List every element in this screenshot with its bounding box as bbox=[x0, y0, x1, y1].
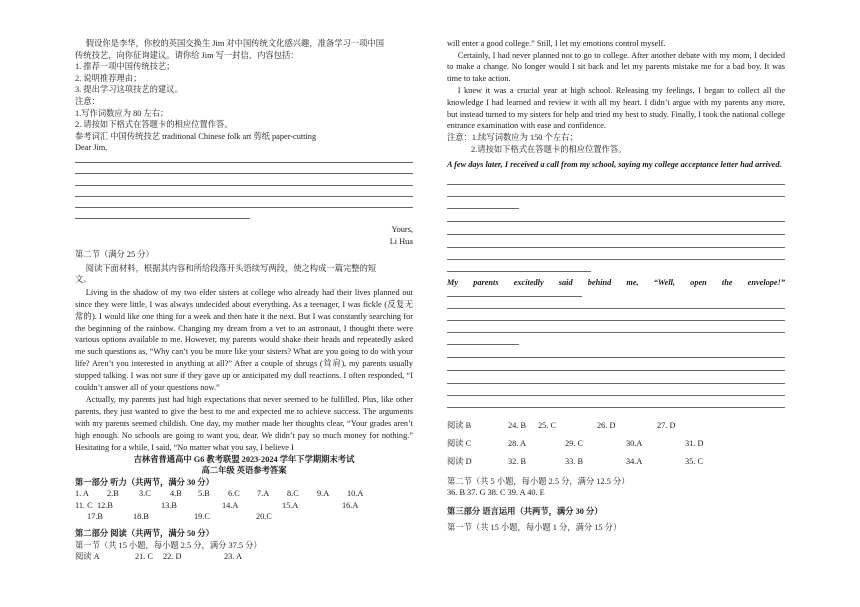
reading-d-answers bbox=[447, 454, 785, 470]
point-3: 3. 提出学习这项技艺的建议。 bbox=[75, 85, 183, 95]
closing: Yours, bbox=[391, 225, 413, 235]
reading-b-answers bbox=[447, 418, 785, 434]
writing-lines-1 bbox=[447, 175, 785, 274]
answer-cell: 7.A bbox=[257, 489, 270, 499]
part2-section2: 第二节（共 5 小题，每小题 2.5 分，满分 12.5 分） bbox=[447, 476, 630, 486]
answer-cell: 4.B bbox=[170, 489, 182, 499]
section2-answers: 36. B 37. G 38. C 39. A 40. E bbox=[447, 488, 545, 498]
intro-line-2: 传统技艺，向你征询建议。请你给 Jim 写一封信，内容包括： bbox=[75, 50, 299, 60]
answer-cell: 22. D bbox=[163, 552, 182, 562]
paragraph-prompt-1: A few days later, I received a call from my school, saying my college acceptance letter had arrived. bbox=[447, 160, 782, 170]
answer-cell: 18.B bbox=[133, 511, 149, 521]
note-title: 注意： bbox=[75, 96, 100, 106]
reading-label: 阅读 D bbox=[447, 456, 472, 466]
answer-cell: 30.A bbox=[626, 438, 643, 448]
answer-cell: 26. D bbox=[597, 420, 616, 430]
section2-instruction: 阅读下面材料，根据其内容和所给段落开头语续写两段，使之构成一篇完整的短 bbox=[85, 263, 377, 273]
answer-cell: 25. C bbox=[538, 420, 556, 430]
answer-cell: 9.A bbox=[317, 489, 330, 499]
answer-key-school: 吉林省普通高中 G6 教考联盟 2023-2024 学年下学期期末考试 bbox=[133, 454, 355, 464]
point-1: 1. 推荐一项中国传统技艺； bbox=[75, 62, 175, 72]
answer-cell: 3.C bbox=[139, 489, 151, 499]
answer-cell: 24. B bbox=[508, 420, 526, 430]
answer-cell: 21. C bbox=[135, 552, 153, 562]
right-column bbox=[447, 38, 785, 534]
reading-c-answers bbox=[447, 436, 785, 452]
answer-cell: 19.C bbox=[194, 511, 210, 521]
paragraph-prompt-2: My parents excitedly said behind me, “Well, open the envelope!” bbox=[447, 277, 785, 287]
answer-cell: 13.B bbox=[161, 500, 177, 510]
note-2: 2. 请按如下格式在答题卡的相应位置作答。 bbox=[75, 120, 233, 130]
answer-cell: 29. C bbox=[565, 438, 583, 448]
letter-writing-lines bbox=[75, 154, 413, 221]
note-1: 1.写作词数应为 80 左右； bbox=[75, 108, 169, 118]
signature: Li Hua bbox=[389, 237, 413, 247]
answer-key-title: 高二年级 英语参考答案 bbox=[201, 466, 287, 476]
answer-cell: 15.A bbox=[282, 500, 299, 510]
answer-cell: 33. B bbox=[565, 456, 583, 466]
answer-cell: 20.C bbox=[256, 511, 272, 521]
answer-cell: 34.A bbox=[626, 456, 643, 466]
answer-cell: 11. C bbox=[75, 500, 93, 510]
continuation-note-2: 2.请按如下格式在答题卡的相应位置作答。 bbox=[471, 144, 627, 154]
story-paragraph-1: Living in the shadow of my two elder sisters at college who already had their lives planned out since they were little, I was always undecided about everything. As a teenager, I was fickle (反复无常的). I would like one thing for a week and then hate it the next. But I was constantly searching for the beginning of the rainbow. Changing my dream from a vet to an astronaut, I thought there were various options available to me. However, my parents would shake their heads and repeatedly asked me such questions as, “Why can’t you be more like your sisters? What are you going to do with your life? Aren’t you interested in anything at all?” After a couple of shrugs (耸肩), my parents usually stopped talking. I was not sure if they gave up or anticipated my dull reactions. I often responded, “I couldn’t answer all of your questions now.” bbox=[75, 287, 413, 393]
answer-cell: 17.B bbox=[87, 511, 103, 521]
answer-cell: 10.A bbox=[347, 489, 364, 499]
answer-cell: 23. A bbox=[224, 552, 242, 562]
reading-answers bbox=[447, 418, 785, 470]
part2-title: 第二部分 阅读（共两节，满分 50 分） bbox=[75, 528, 214, 538]
continuation-note-1: 注意：1.续写词数应为 150 个左右； bbox=[447, 133, 578, 143]
listening-row-1 bbox=[75, 488, 413, 499]
reading-label: 阅读 C bbox=[447, 438, 472, 448]
answer-cell: 14.A bbox=[222, 500, 239, 510]
story-paragraph-4: I knew it was a crucial year at high school. Releasing my feelings, I began to collect all the knowledge I had learned and review it with all my heart. I didn’t argue with my parents any more, but instead turned to my sisters for help and tried my best to study. Finally, I took the national college entrance examination with ease and confidence. bbox=[447, 85, 785, 131]
answer-cell: 32. B bbox=[508, 456, 526, 466]
listening-row-3 bbox=[75, 511, 413, 522]
answer-cell: 35. C bbox=[685, 456, 703, 466]
answer-cell: 12.B bbox=[97, 500, 113, 510]
story-continuation: will enter a good college.” Still, I let my emotions control myself. bbox=[447, 39, 666, 48]
section2-instruction-2: 文。 bbox=[75, 275, 92, 285]
part2-section1: 第一节（共 15 小题，每小题 2.5 分，满分 37.5 分） bbox=[75, 540, 262, 550]
part3-section1: 第一节（共 15 小题，每小题 1 分，满分 15 分） bbox=[447, 523, 622, 533]
answer-cell: 6.C bbox=[228, 489, 240, 499]
intro-line: 假设你是李华，你校的英国交换生 Jim 对中国传统文化感兴趣，准备学习一项中国 bbox=[85, 39, 385, 48]
listening-row-2 bbox=[75, 500, 413, 511]
reading-label: 阅读 A bbox=[75, 552, 100, 562]
answer-cell: 31. D bbox=[685, 438, 704, 448]
part3-title: 第三部分 语言运用（共两节，满分 30 分） bbox=[447, 506, 603, 516]
listening-answers bbox=[75, 488, 413, 522]
reading-label: 阅读 B bbox=[447, 420, 472, 430]
reference-words: 参考词汇 中国传统技艺 traditional Chinese folk art 剪纸 paper-cutting bbox=[75, 131, 317, 141]
writing-lines-2 bbox=[447, 289, 785, 410]
answer-cell: 27. D bbox=[657, 420, 676, 430]
greeting: Dear Jim, bbox=[75, 143, 108, 153]
story-paragraph-3: Certainly, I had never planned not to go to college. After another debate with my mom, I decided to make a change. No longer would I sit back and let my parents mistake me for a bad boy. It was time to take action. bbox=[447, 50, 785, 84]
story-paragraph-2: Actually, my parents just had high expectations that never seemed to be fulfilled. Plus, like other parents, they just wanted to give the best to me and expected me to achieve success. The arguments with my parents seemed childish. One day, my mother made her thoughts clear, “Your grades aren’t high enough. No schools are going to want you, dear. We didn’t pay so much money for nothing.” Hesitating for a while, I said, “No matter what you say, I believe I bbox=[75, 395, 413, 452]
part1-title: 第一部分 听力（共两节，满分 30 分） bbox=[75, 477, 214, 487]
point-2: 2. 说明推荐理由； bbox=[75, 73, 142, 83]
section2-title: 第二节（满分 25 分） bbox=[75, 250, 154, 260]
answer-cell: 16.A bbox=[342, 500, 359, 510]
left-column bbox=[75, 38, 413, 562]
answer-cell: 28. A bbox=[508, 438, 526, 448]
reading-a-answers bbox=[75, 551, 413, 562]
answer-cell: 2.B bbox=[107, 489, 119, 499]
answer-cell: 1. A bbox=[75, 489, 89, 499]
answer-cell: 5.B bbox=[198, 489, 210, 499]
answer-cell: 8.C bbox=[287, 489, 299, 499]
